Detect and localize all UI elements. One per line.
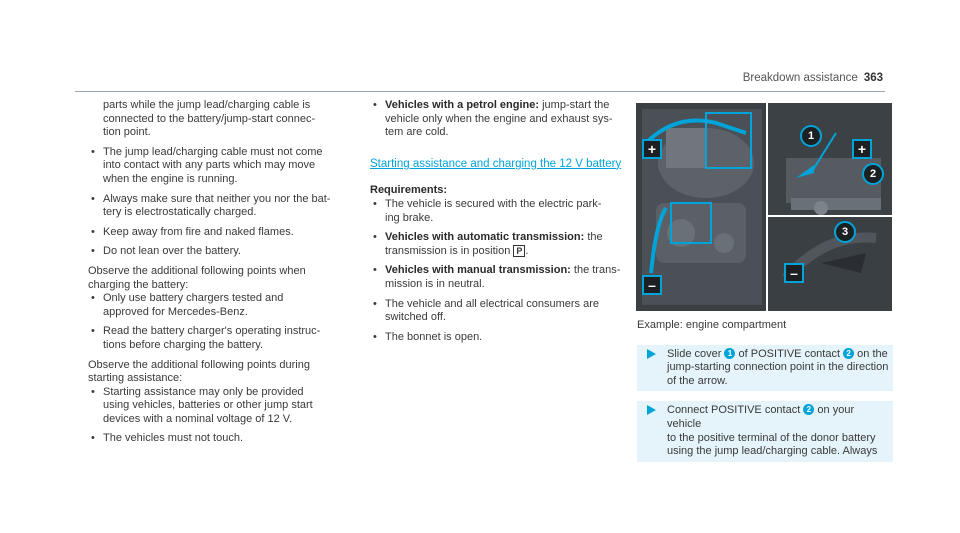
column-middle <box>370 99 622 344</box>
petrol-label: Vehicles with a petrol engine: <box>385 99 540 111</box>
list-item: • Do not lean over the battery. <box>88 245 358 259</box>
column-left <box>88 99 358 446</box>
list-item: • The vehicles must not touch. <box>88 432 358 446</box>
observe-paragraph: Observe the additional following points when charging the battery: <box>88 264 306 291</box>
callout-2-icon: 2 <box>843 348 854 359</box>
list-item: • The vehicle and all electrical consumers are switched off. <box>370 298 622 325</box>
text-line: parts while the jump lead/charging cable is <box>103 99 311 111</box>
instruction-step: Slide cover 1 of POSITIVE contact 2 on the jump-starting connection point in the direction of the arrow. <box>637 345 893 392</box>
list-item: • Vehicles with a petrol engine: jump-start the vehicle only when the engine and exhaust sys- tem are cold. <box>370 99 622 140</box>
figure-caption: Example: engine compartment <box>637 319 787 331</box>
header-rule <box>75 91 885 92</box>
list-item: • Read the battery charger's operating instruc- tions before charging the battery. <box>88 325 358 352</box>
intro-paragraph <box>88 99 358 140</box>
minus-terminal-icon: – <box>642 275 662 295</box>
column-right <box>637 319 893 462</box>
engine-illustration <box>636 103 892 311</box>
list-item: • Vehicles with manual transmission: the trans- mission is in neutral. <box>370 264 622 291</box>
list-item: • The bonnet is open. <box>370 331 622 345</box>
charging-list <box>88 292 358 352</box>
running-header <box>743 72 883 84</box>
list-item: • Always make sure that neither you nor the bat- tery is electrostatically charged. <box>88 193 358 220</box>
minus-terminal-icon: – <box>784 263 804 283</box>
requirements-list <box>370 198 622 344</box>
gear-position-p-icon: P <box>513 245 525 257</box>
requirements-label: Requirements: <box>370 184 448 197</box>
step-arrow-icon <box>647 349 656 359</box>
page-number: 363 <box>863 72 883 84</box>
list-item: • Vehicles with automatic transmission: the transmission is in position P . <box>370 231 622 258</box>
text-line: tion point. <box>103 126 151 139</box>
callout-1-icon: 1 <box>800 125 822 147</box>
step-arrow-icon <box>647 405 656 415</box>
instruction-step: Connect POSITIVE contact 2 on your vehicle to the positive terminal of the donor battery using the jump lead/charging cable. Always <box>637 401 893 461</box>
list-item: • Only use battery chargers tested and approved for Mercedes-Benz. <box>88 292 358 319</box>
callout-1-icon: 1 <box>724 348 735 359</box>
warning-list <box>88 146 358 259</box>
list-item: • The jump lead/charging cable must not come into contact with any parts which may move when the engine is running. <box>88 146 358 187</box>
plus-terminal-icon: + <box>642 139 662 159</box>
petrol-list <box>370 99 622 140</box>
list-item: • Starting assistance may only be provided using vehicles, batteries or other jump start devices with a nominal voltage of 12 V. <box>88 386 358 427</box>
list-item: • Keep away from fire and naked flames. <box>88 226 358 240</box>
text-line: connected to the battery/jump-start connec- <box>103 112 316 125</box>
engine-compartment-figure <box>636 103 892 311</box>
callout-3-icon: 3 <box>834 221 856 243</box>
section-title: Starting assistance and charging the 12 V battery <box>370 157 622 170</box>
list-item: • The vehicle is secured with the electric park- ing brake. <box>370 198 622 225</box>
header-title: Breakdown assistance <box>742 72 858 84</box>
observe-paragraph-2: Observe the additional following points during starting assistance: <box>88 358 310 385</box>
callout-2-icon: 2 <box>803 404 814 415</box>
callout-2-icon: 2 <box>862 163 884 185</box>
assistance-list <box>88 386 358 446</box>
plus-terminal-icon: + <box>852 139 872 159</box>
